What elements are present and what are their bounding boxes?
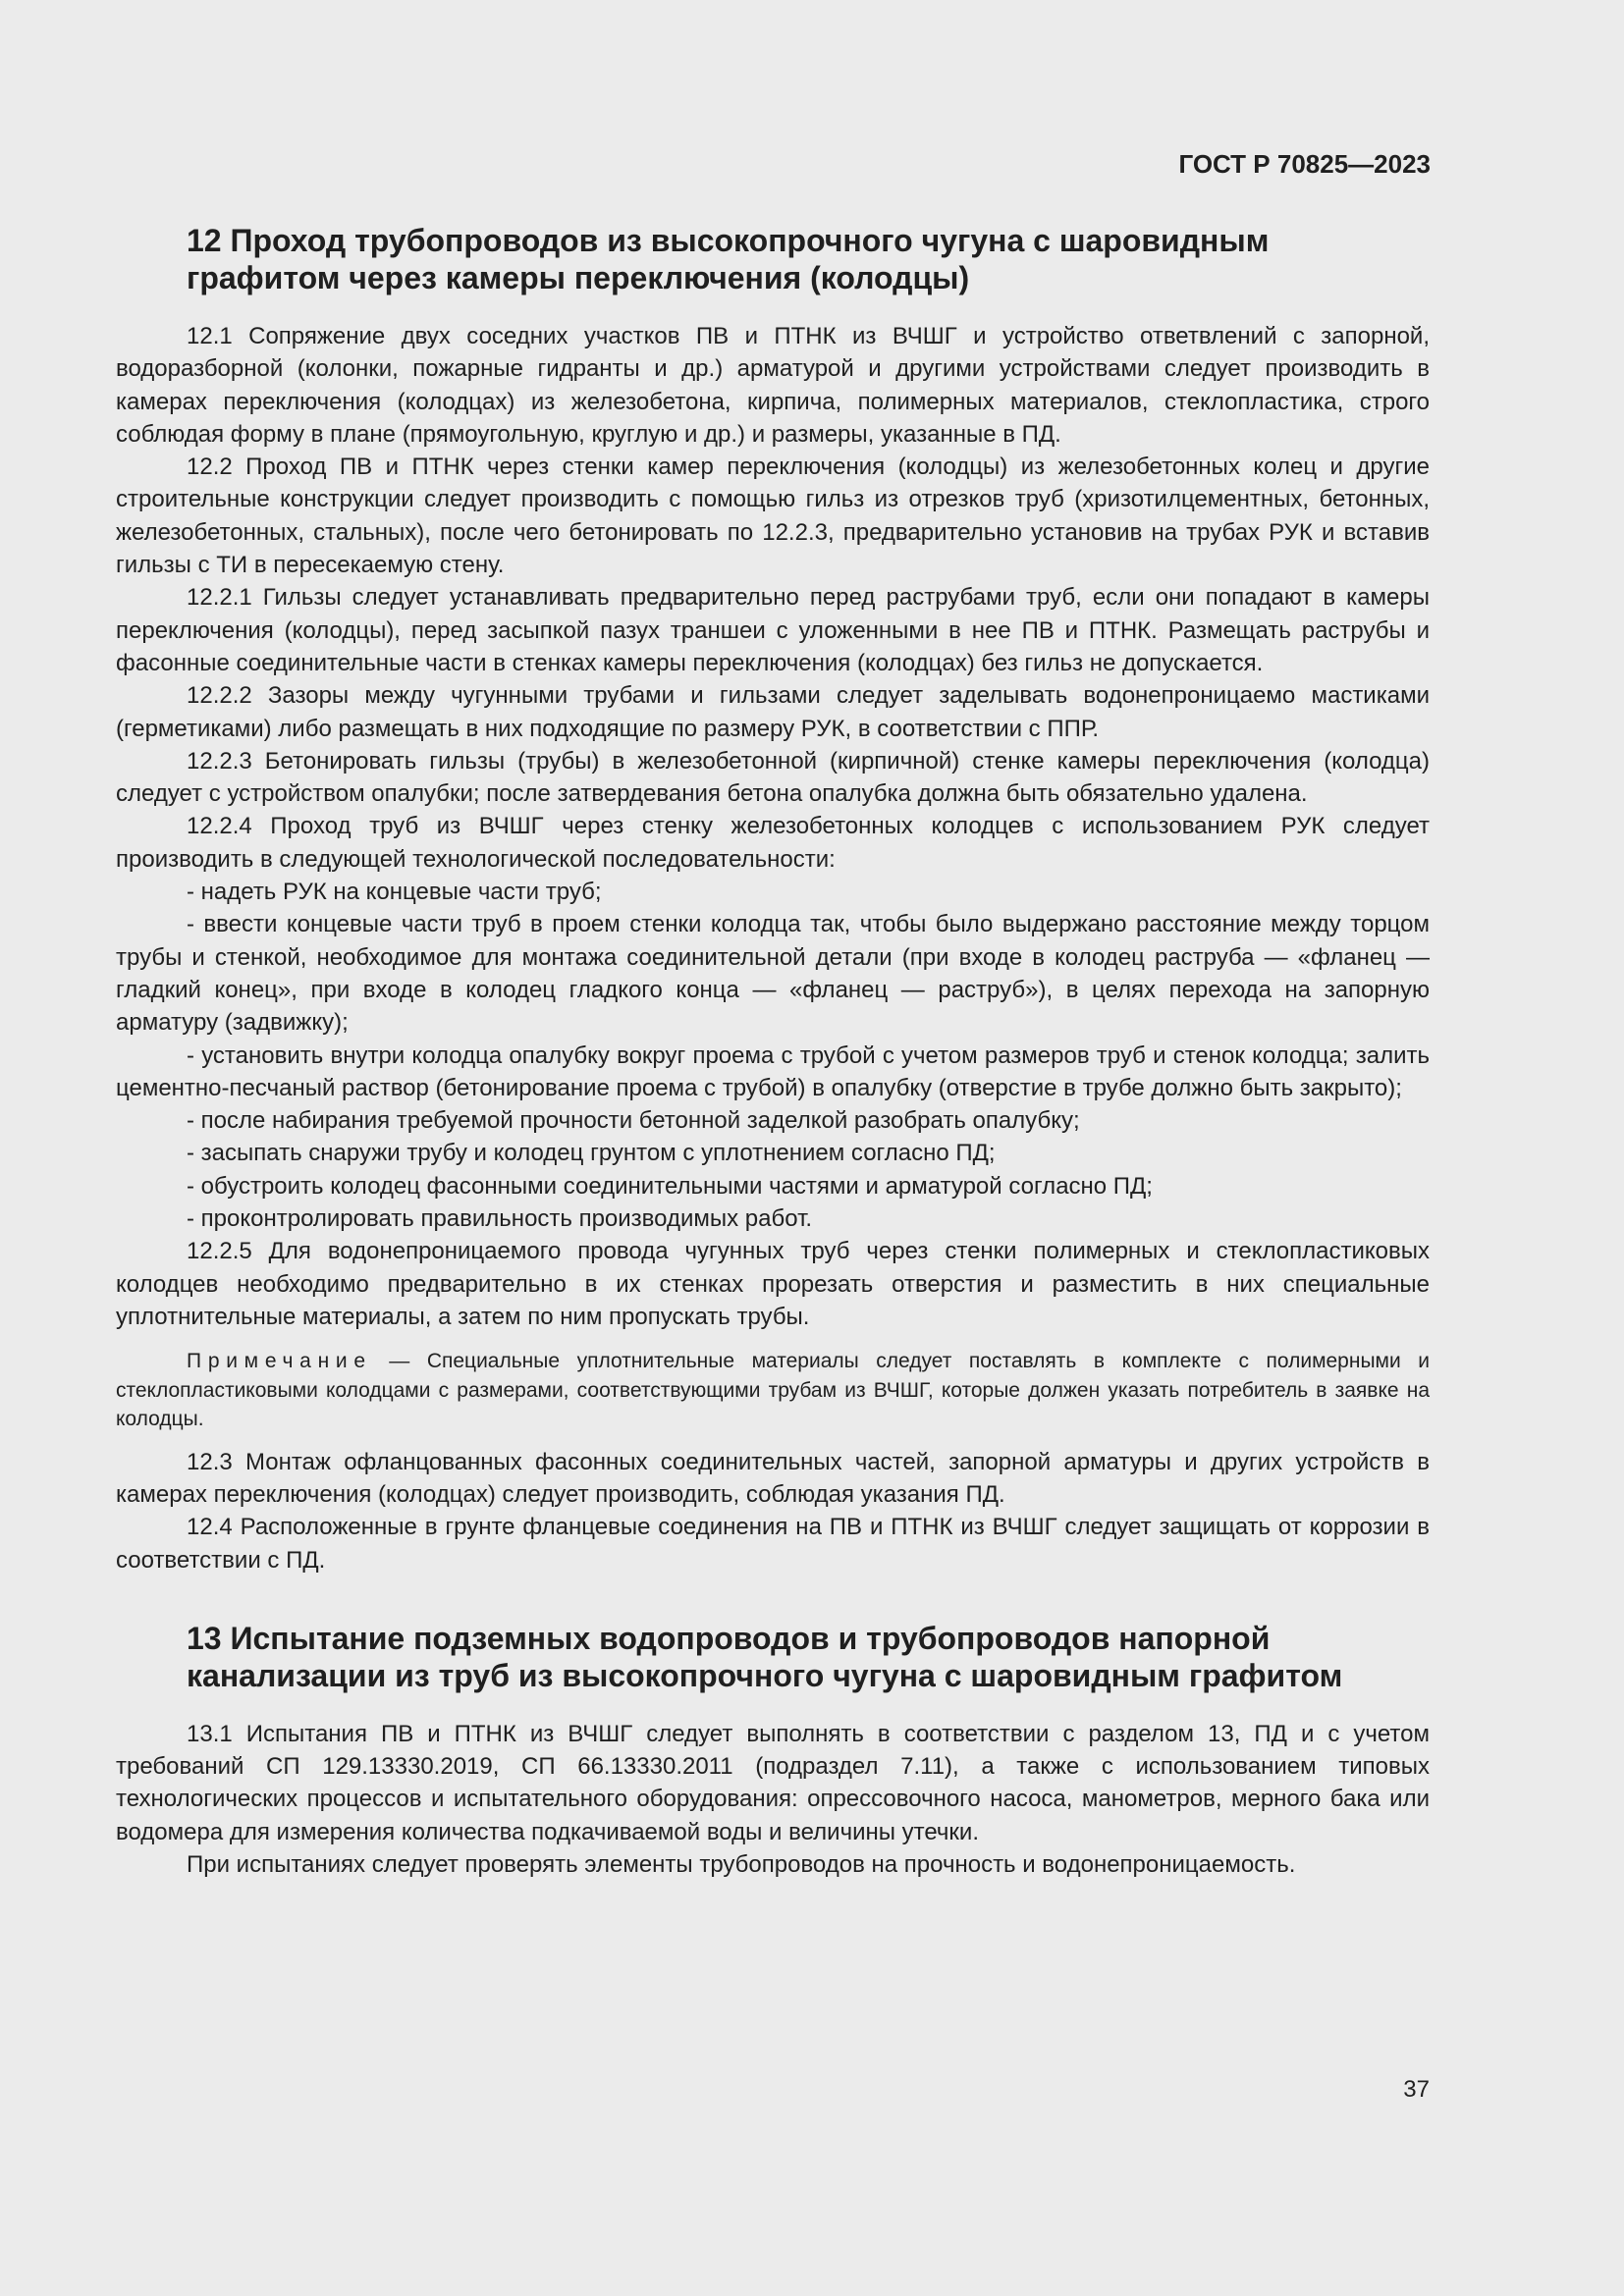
document-code: ГОСТ Р 70825—2023 xyxy=(1178,149,1431,179)
paragraph-12-2-4: 12.2.4 Проход труб из ВЧШГ через стенку железобетонных колодцев с использованием РУК следует производить в следующей технологической последовательности: xyxy=(116,813,1430,873)
paragraph-12-2: 12.2 Проход ПВ и ПТНК через стенки камер переключения (колодцы) из железобетонных колец и другие строительные конструкции следует производить с помощью гильз из отрезков труб (хризотилцементных, бетонных, железобетонных, стальных), после чего бетонировать по 12.2.3, предварительно установив на трубах РУК и вставив гильзы с ТИ в пересекаемую стену. xyxy=(116,454,1430,579)
note-text: — Специальные уплотнительные материалы следует поставлять в комплекте с полимерными и стеклопластиковыми колодцами с размерами, соответствующими трубам из ВЧШГ, которые должен указать потребитель в заявке на колодцы. xyxy=(116,1350,1430,1431)
note xyxy=(116,1347,1430,1434)
paragraph-13-2: При испытаниях следует проверять элементы трубопроводов на прочность и водонепроницаемость. xyxy=(187,1851,1296,1879)
section-13-title: 13 Испытание подземных водопроводов и трубопроводов напорной канализации из труб из высокопрочного чугуна с шаровидным графитом xyxy=(187,1620,1343,1693)
list-item: - обустроить колодец фасонными соединительными частями и арматурой согласно ПД; xyxy=(187,1172,1153,1200)
list-item: - засыпать снаружи трубу и колодец грунтом с уплотнением согласно ПД; xyxy=(187,1140,996,1167)
section-12-title: 12 Проход трубопроводов из высокопрочного чугуна с шаровидным графитом через камеры переключения (колодцы) xyxy=(187,223,1270,295)
list-item: - ввести концевые части труб в проем стенки колодца так, чтобы было выдержано расстояние между торцом трубы и стенкой, необходимое для монтажа соединительной детали (при входе в колодец раструба — «фланец — гладкий конец», при входе в колодец гладкого конца — «фланец — раструб»), в целях перехода на запорную арматуру (задвижку); xyxy=(116,911,1430,1037)
paragraph-12-2-3: 12.2.3 Бетонировать гильзы (трубы) в железобетонной (кирпичной) стенке камеры переключения (колодца) следует с устройством опалубки; после затвердевания бетона опалубка должна быть обязательно удалена. xyxy=(116,747,1430,808)
list-item: - проконтролировать правильность производимых работ. xyxy=(187,1205,813,1233)
paragraph-12-1: 12.1 Сопряжение двух соседних участков ПВ и ПТНК из ВЧШГ и устройство ответвлений с запорной, водоразборной (колонки, пожарные гидранты и др.) арматурой и другими устройствами следует производить в камерах переключения (колодцах) из железобетона, кирпича, полимерных материалов, стеклопластика, строго соблюдая форму в плане (прямоугольную, круглую и др.) и размеры, указанные в ПД. xyxy=(116,323,1430,448)
page-number: 37 xyxy=(1403,2076,1430,2103)
paragraph-12-2-1: 12.2.1 Гильзы следует устанавливать предварительно перед раструбами труб, если они попадают в камеры переключения (колодцы), перед засыпкой пазух траншеи с уложенными в нее ПВ и ПТНК. Размещать раструбы и фасонные соединительные части в стенках камеры переключения (колодцах) без гильз не допускается. xyxy=(116,584,1430,676)
paragraph-12-3: 12.3 Монтаж офланцованных фасонных соединительных частей, запорной арматуры и других устройств в камерах переключения (колодцах) следует производить, соблюдая указания ПД. xyxy=(116,1448,1430,1508)
paragraph-12-4: 12.4 Расположенные в грунте фланцевые соединения на ПВ и ПТНК из ВЧШГ следует защищать от коррозии в соответствии с ПД. xyxy=(116,1514,1430,1574)
list-item: - надеть РУК на концевые части труб; xyxy=(187,879,602,906)
list-item: - установить внутри колодца опалубку вокруг проема с трубой с учетом размеров труб и стенок колодца; залить цементно-песчаный раствор (бетонирование проема с трубой) в опалубку (отверстие в трубе должно быть закрыто); xyxy=(116,1041,1430,1101)
page-content xyxy=(116,222,1430,1881)
paragraph-12-2-2: 12.2.2 Зазоры между чугунными трубами и гильзами следует заделывать водонепроницаемо мастиками (герметиками) либо размещать в них подходящие по размеру РУК, в соответствии с ППР. xyxy=(116,682,1430,742)
paragraph-12-2-5: 12.2.5 Для водонепроницаемого провода чугунных труб через стенки полимерных и стеклопластиковых колодцев необходимо предварительно в их стенках прорезать отверстия и разместить в них специальные уплотнительные материалы, а затем по ним пропускать трубы. xyxy=(116,1238,1430,1330)
paragraph-13-1: 13.1 Испытания ПВ и ПТНК из ВЧШГ следует выполнять в соответствии с разделом 13, ПД и с учетом требований СП 129.13330.2019, СП 66.13330.2011 (подраздел 7.11), а также с использованием типовых технологических процессов и испытательного оборудования: опрессовочного насоса, манометров, мерного бака или водомера для измерения количества подкачиваемой воды и величины утечки. xyxy=(116,1720,1430,1845)
note-label: Примечание xyxy=(187,1350,372,1373)
list-item: - после набирания требуемой прочности бетонной заделкой разобрать опалубку; xyxy=(187,1107,1080,1135)
